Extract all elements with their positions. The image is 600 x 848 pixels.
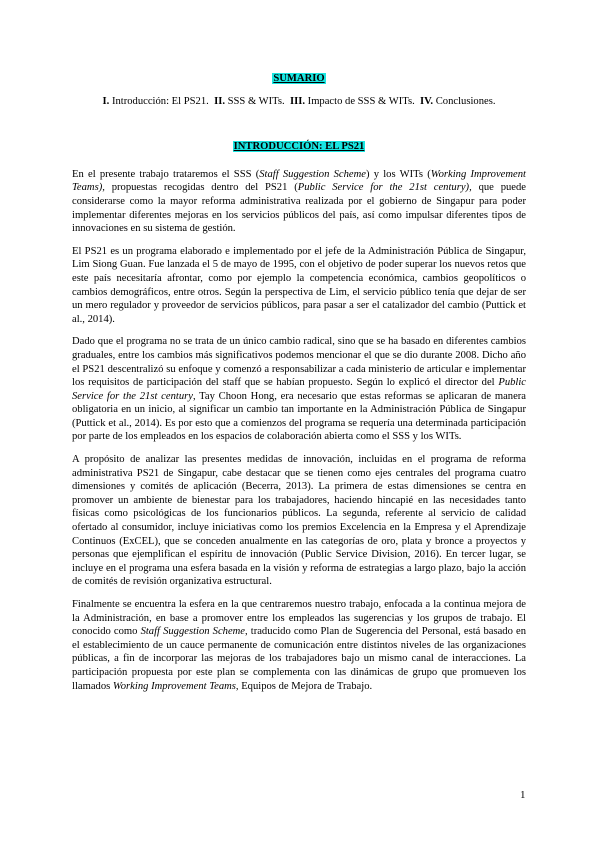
toc-num-3: III. <box>289 95 306 107</box>
p1-text-4: que puede considerarse como la mayor reforma administrativa realizada por el gobierno de Singapur para poder implementar diferentes mejoras en los servicios públicos del país, así como impulsar diferentes tipos de innovaciones en su sistema de gestión. <box>72 182 526 235</box>
p5-text-3: , Equipos de Mejora de Trabajo. <box>235 680 373 692</box>
p5-text-2: , traducido como Plan de Sugerencia del Personal, está basado en el establecimiento de un cauce permanente de comunicación entre distintos niveles de las organizaciones públicas, a fin de incorporar las mejoras de los trabajadores bajo un mismo canal de interacciones. La participación propuesta por este plan se complementa con las dinámicas de grupo que promueven los llamados <box>72 626 526 692</box>
toc-item-4: Conclusiones. <box>433 95 496 107</box>
p1-italic-3: Public Service for the 21st century), <box>297 182 472 194</box>
toc-num-2: II. <box>214 95 225 107</box>
paragraph-2: El PS21 es un programa elaborado e implementado por el jefe de la Administración Pública de Singapur, Lim Siong Guan. Fue lanzada el 5 de mayo de 1995, con el objetivo de poder superar los nuevos retos que este país necesitaría afrontar, como por ejemplo la competencia económica, cambios geopolíticos o cambios demográficos, entre otros. Según la perspectiva de Lim, el servicio público tenía que dejar de ser un mero regulador y proveedor de servicios públicos, para pasar a ser el catalizador del cambio (Puttick et al., 2014). <box>72 245 526 325</box>
toc-num-1: I. <box>102 95 110 107</box>
toc-item-1: Introducción: El PS21. <box>109 95 209 107</box>
p1-text-1: En el presente trabajo trataremos el SSS ( <box>72 168 260 180</box>
toc-item-2: SSS & WITs. <box>224 95 285 107</box>
p1-italic-2: Working Improvement Teams), <box>72 168 526 194</box>
paragraph-1 <box>72 168 526 236</box>
paragraph-5 <box>72 598 526 693</box>
p3-italic-1: Public Service for the 21st century <box>72 377 526 402</box>
toc-item-3: Impacto de SSS & WITs. <box>305 95 415 107</box>
summary-heading-text: SUMARIO <box>273 73 325 84</box>
paragraph-3 <box>72 335 526 444</box>
p1-italic-1: Staff Suggestion Scheme <box>259 168 366 180</box>
p5-italic-1: Staff Suggestion Scheme <box>140 626 246 638</box>
toc-num-4: IV. <box>420 95 434 107</box>
p1-text-3: propuestas recogidas dentro del PS21 ( <box>104 182 298 194</box>
p5-text-1: Finalmente se encuentra la esfera en la que centraremos nuestro trabajo, enfocada a la continua mejora de la Administración, en base a promover entre los empleados las sugerencias y los grupos de trabajo. El conocido como <box>72 599 526 638</box>
summary-heading <box>72 72 526 86</box>
document-page <box>72 72 526 693</box>
p1-text-2: ) y los WITs ( <box>365 168 431 180</box>
section-heading-text: INTRODUCCIÓN: EL PS21 <box>233 141 365 153</box>
p3-text-2: , Tay Choon Hong, era necesario que estas reformas se aplicaran de manera obligatoria en un inicio, al significar un cambio tan importante en la Administración Pública de Singapur (Puttick et al., 2014). Es por esto que a comienzos del programa se requería una determinada participación por parte de los empleados en los espacios de colaboración abierta como el SSS y los WITs. <box>72 390 526 443</box>
paragraph-4: A propósito de analizar las presentes medidas de innovación, incluidas en el programa de reforma administrativa PS21 de Singapur, cabe destacar que se tienen como ejes centrales del programa cuatro dimensiones y comités de aplicación (Becerra, 2013). La primera de estas dimensiones se centra en promover un ambiente de bienestar para los trabajadores, haciendo hincapié en las necesidades tanto físicas como psicológicas de los funcionarios públicos. La segunda, referente al servicio de calidad ofertado al consumidor, incluye iniciativas como los premios Excelencia en la Empresa y el Aprendizaje Continuos (ExCEL), que se conceden anualmente en las categorías de oro, plata y bronce a proyectos y personas que ejemplifican el espíritu de innovación (Public Service Division, 2016). En tercer lugar, se incluye en el programa una esfera basada en la visión y reforma de estrategias a largo plazo, bajo la acción de comités de revisión organizativa estructural. <box>72 454 526 588</box>
page-number: 1 <box>520 789 526 801</box>
summary-contents <box>72 95 526 109</box>
section-heading <box>72 140 526 154</box>
p3-text-1: Dado que el programa no se trata de un único cambio radical, sino que se ha basado en diferentes cambios graduales, entre los cambios más significativos podemos mencionar el que se dio durante 2008. Dicho año el PS21 descentralizó su enfoque y comenzó a responsabilizar a cada ministerio de articular e implementar los requisitos de participación del staff que se habían propuesto. Según lo explicó el director del <box>72 336 526 389</box>
p5-italic-2: Working Improvement Teams <box>112 680 236 692</box>
